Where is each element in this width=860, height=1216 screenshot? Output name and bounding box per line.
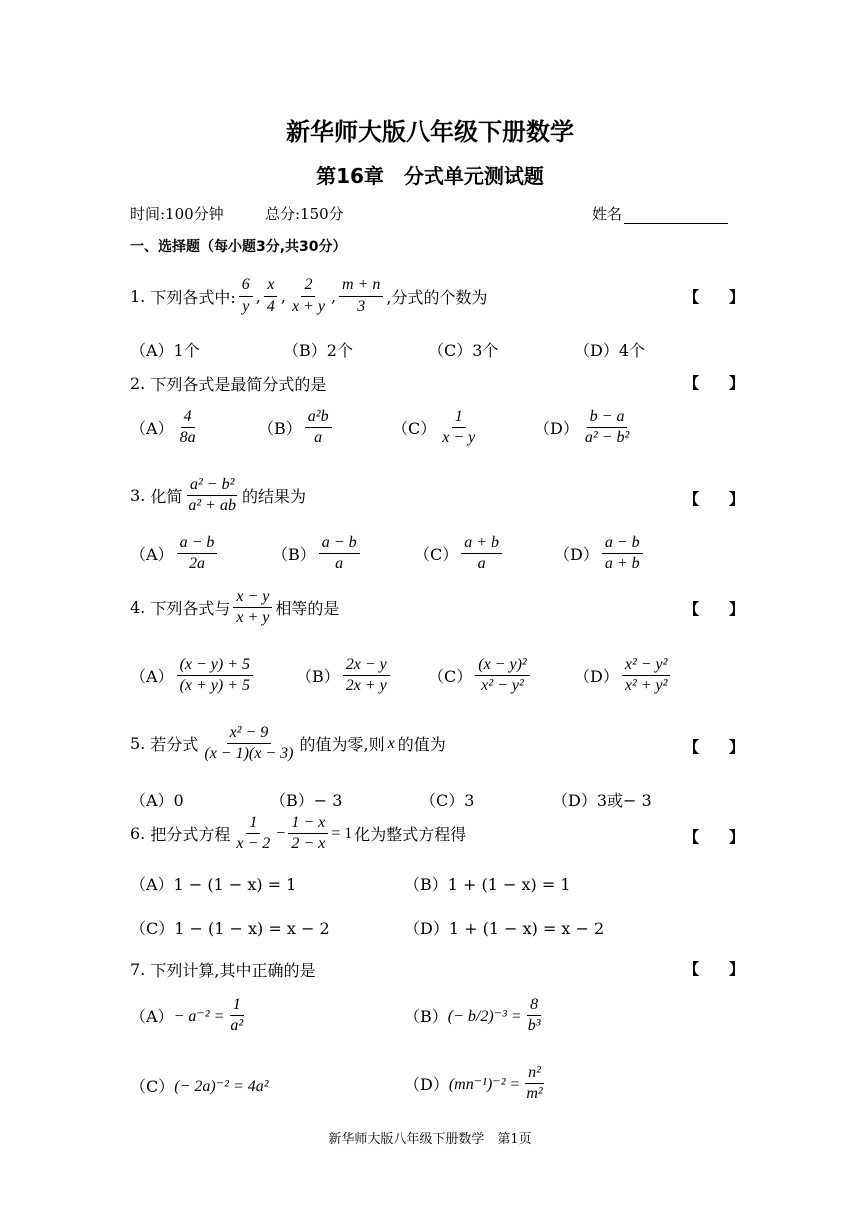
question-1: 1. 下列各式中: $\frac{6}{y}$ , $\frac{x}{4}$ , $\frac{2}{x + y}$ , $\frac{m + n}{3}$ ,分式的个数为 bbox=[130, 276, 488, 315]
question-text: ,分式的个数为 bbox=[386, 287, 488, 307]
option-label: （B） bbox=[404, 1007, 448, 1027]
option-label: （D） bbox=[534, 419, 579, 439]
fraction bbox=[177, 534, 218, 574]
fraction bbox=[177, 656, 253, 696]
denominator: 2a bbox=[188, 555, 205, 573]
numerator: x² − 9 bbox=[227, 724, 272, 744]
numerator: x − y bbox=[233, 588, 272, 608]
fraction bbox=[319, 534, 360, 574]
fraction bbox=[582, 408, 632, 448]
numerator: 1 bbox=[452, 408, 466, 428]
option-c bbox=[428, 656, 533, 696]
option-d bbox=[574, 656, 673, 696]
fraction bbox=[475, 656, 529, 696]
denominator: x − 2 bbox=[236, 835, 271, 853]
name-label: 姓名 bbox=[592, 205, 623, 223]
fraction bbox=[461, 534, 502, 574]
option-label: （A） bbox=[130, 545, 174, 565]
denominator: 2 − x bbox=[291, 835, 326, 853]
question-number: 5. bbox=[130, 734, 146, 754]
expression: − a⁻² = bbox=[173, 1007, 225, 1025]
fraction bbox=[343, 656, 390, 696]
numerator: b − a bbox=[587, 408, 628, 428]
denominator: x + y bbox=[236, 609, 270, 627]
option-label: （A） bbox=[130, 1007, 174, 1027]
numerator: 8 bbox=[527, 996, 541, 1016]
option-c bbox=[392, 408, 481, 448]
denominator: a² + ab bbox=[188, 497, 236, 515]
fraction bbox=[289, 276, 328, 316]
time-label: 时间:100分钟 bbox=[130, 205, 224, 223]
question-text: 下列计算,其中正确的是 bbox=[150, 961, 316, 980]
denominator: m² bbox=[526, 1085, 543, 1103]
option-label: （D） bbox=[404, 1075, 449, 1095]
denominator: 2x + y bbox=[345, 677, 387, 695]
expression: (− b/2)⁻³ = bbox=[447, 1007, 522, 1025]
numerator: (x − y) + 5 bbox=[177, 656, 253, 676]
fraction bbox=[523, 1064, 545, 1104]
expression: (mn⁻¹)⁻² = bbox=[448, 1075, 521, 1093]
numerator: (x − y)² bbox=[475, 656, 529, 676]
numerator: 6 bbox=[239, 276, 253, 296]
name-blank-line bbox=[624, 207, 728, 224]
option-d bbox=[404, 1064, 549, 1104]
numerator: 2 bbox=[301, 276, 315, 296]
denominator: a bbox=[314, 429, 323, 447]
numerator: 1 bbox=[246, 814, 260, 834]
fraction bbox=[288, 814, 328, 854]
option-d: （D）4个 bbox=[574, 341, 646, 360]
answer-bracket: 【 】 bbox=[684, 490, 745, 508]
option-label: （C） bbox=[414, 545, 459, 565]
denominator: a bbox=[335, 555, 344, 573]
question-text: 的值为 bbox=[397, 735, 446, 755]
option-label: （C） bbox=[392, 419, 437, 439]
question-6 bbox=[130, 814, 466, 854]
numerator: a²b bbox=[305, 408, 332, 428]
question-4 bbox=[130, 588, 339, 628]
question-text: 化简 bbox=[150, 487, 183, 507]
option-label: （D） bbox=[574, 667, 619, 687]
denominator: y bbox=[242, 297, 250, 315]
answer-bracket: 【 】 bbox=[684, 960, 745, 978]
option-b bbox=[258, 408, 335, 448]
fraction bbox=[305, 408, 332, 448]
fraction bbox=[201, 724, 296, 764]
question-number: 7. bbox=[130, 960, 146, 979]
fraction bbox=[602, 534, 643, 574]
option-b: （B）1 + (1 − x) = 1 bbox=[404, 875, 571, 894]
fraction bbox=[339, 276, 383, 316]
page-footer: 新华师大版八年级下册数学 第1页 bbox=[328, 1132, 532, 1147]
option-label: （D） bbox=[554, 545, 599, 565]
option-a bbox=[130, 534, 220, 574]
option-b bbox=[296, 656, 393, 696]
variable: x bbox=[387, 734, 395, 752]
question-text: 下列各式与 bbox=[150, 599, 231, 619]
question-2 bbox=[130, 372, 326, 395]
option-label: （C） bbox=[130, 1077, 175, 1096]
option-label: （B） bbox=[272, 545, 316, 565]
option-a: （A）1 − (1 − x) = 1 bbox=[130, 875, 297, 894]
denominator: (x − 1)(x − 3) bbox=[204, 745, 294, 763]
option-label: （B） bbox=[296, 667, 340, 687]
option-b: （B）2个 bbox=[283, 341, 353, 360]
section-heading: 一、选择题（每小题3分,共30分） bbox=[130, 239, 347, 255]
question-number: 6. bbox=[130, 824, 146, 844]
option-d bbox=[534, 408, 635, 448]
question-text: 化为整式方程得 bbox=[354, 825, 467, 845]
option-b: （B）− 3 bbox=[270, 791, 343, 810]
numerator: 2x − y bbox=[343, 656, 390, 676]
fraction bbox=[439, 408, 478, 448]
option-a bbox=[130, 408, 202, 448]
denominator: a² bbox=[230, 1017, 244, 1035]
denominator: x − y bbox=[442, 429, 476, 447]
fraction bbox=[185, 476, 239, 516]
numerator: a² − b² bbox=[187, 476, 237, 496]
numerator: 1 bbox=[230, 996, 244, 1016]
question-number: 4. bbox=[130, 598, 146, 618]
numerator: m + n bbox=[339, 276, 383, 296]
fraction bbox=[227, 996, 246, 1036]
numerator: a − b bbox=[177, 534, 218, 554]
fraction bbox=[264, 276, 278, 316]
name-field bbox=[592, 203, 728, 224]
question-5 bbox=[130, 724, 446, 764]
numerator: x bbox=[264, 276, 277, 296]
fraction bbox=[622, 656, 671, 696]
question-text: 下列各式是最简分式的是 bbox=[150, 375, 327, 394]
page-subtitle: 第16章 分式单元测试题 bbox=[316, 164, 544, 188]
option-label: （C） bbox=[428, 667, 473, 687]
question-number: 1. bbox=[130, 286, 146, 306]
option-c bbox=[414, 534, 505, 574]
numerator: x² − y² bbox=[622, 656, 671, 676]
answer-bracket: 【 】 bbox=[684, 374, 745, 392]
denominator: 8a bbox=[179, 429, 196, 447]
question-number: 3. bbox=[130, 486, 146, 506]
equals-expression: = 1 bbox=[331, 824, 353, 842]
denominator: (x + y) + 5 bbox=[179, 677, 251, 695]
option-a bbox=[130, 656, 256, 696]
fraction bbox=[233, 814, 273, 854]
total-score-label: 总分:150分 bbox=[265, 205, 344, 223]
question-number: 2. bbox=[130, 374, 146, 393]
question-7 bbox=[130, 958, 315, 981]
question-text: 把分式方程 bbox=[150, 825, 231, 845]
option-label: （A） bbox=[130, 419, 174, 439]
fraction bbox=[525, 996, 544, 1036]
option-a: （A）1个 bbox=[130, 341, 200, 360]
fraction bbox=[233, 588, 272, 628]
option-a bbox=[130, 996, 249, 1036]
numerator: a + b bbox=[461, 534, 502, 554]
option-label: （A） bbox=[130, 667, 174, 687]
option-d: （D）3或− 3 bbox=[552, 791, 652, 810]
numerator: a − b bbox=[319, 534, 360, 554]
expression: (− 2a)⁻² = 4a² bbox=[174, 1077, 269, 1095]
page-title: 新华师大版八年级下册数学 bbox=[286, 118, 574, 146]
answer-bracket: 【 】 bbox=[684, 288, 745, 306]
option-d bbox=[554, 534, 646, 574]
denominator: b³ bbox=[527, 1017, 541, 1035]
option-c: （C）3个 bbox=[428, 341, 499, 360]
option-b bbox=[404, 996, 547, 1036]
question-text: 的值为零,则 bbox=[299, 735, 385, 755]
option-a: （A）0 bbox=[130, 791, 184, 810]
option-c: （C）3 bbox=[420, 791, 475, 810]
numerator: 4 bbox=[181, 408, 195, 428]
answer-bracket: 【 】 bbox=[684, 738, 745, 756]
option-b bbox=[272, 534, 363, 574]
denominator: a + b bbox=[604, 555, 640, 573]
denominator: x² + y² bbox=[624, 677, 668, 695]
option-c bbox=[130, 1074, 269, 1097]
denominator: a bbox=[477, 555, 486, 573]
fraction bbox=[239, 276, 253, 316]
numerator: 1 − x bbox=[288, 814, 328, 834]
operator: − bbox=[276, 824, 286, 842]
question-text: 相等的是 bbox=[275, 599, 340, 619]
denominator: a² − b² bbox=[584, 429, 630, 447]
option-label: （B） bbox=[258, 419, 302, 439]
option-c: （C）1 − (1 − x) = x − 2 bbox=[130, 919, 330, 938]
question-3 bbox=[130, 476, 306, 516]
question-text: 若分式 bbox=[150, 735, 199, 755]
numerator: n² bbox=[525, 1064, 544, 1084]
denominator: x² − y² bbox=[481, 677, 524, 695]
denominator: x + y bbox=[291, 297, 325, 315]
denominator: 3 bbox=[357, 297, 366, 315]
option-d: （D）1 + (1 − x) = x − 2 bbox=[404, 919, 605, 938]
question-text: 的结果为 bbox=[241, 487, 306, 507]
answer-bracket: 【 】 bbox=[684, 828, 745, 846]
fraction bbox=[177, 408, 199, 448]
numerator: a − b bbox=[602, 534, 643, 554]
answer-bracket: 【 】 bbox=[684, 600, 745, 618]
question-text: 下列各式中: bbox=[150, 287, 236, 307]
denominator: 4 bbox=[266, 297, 275, 315]
